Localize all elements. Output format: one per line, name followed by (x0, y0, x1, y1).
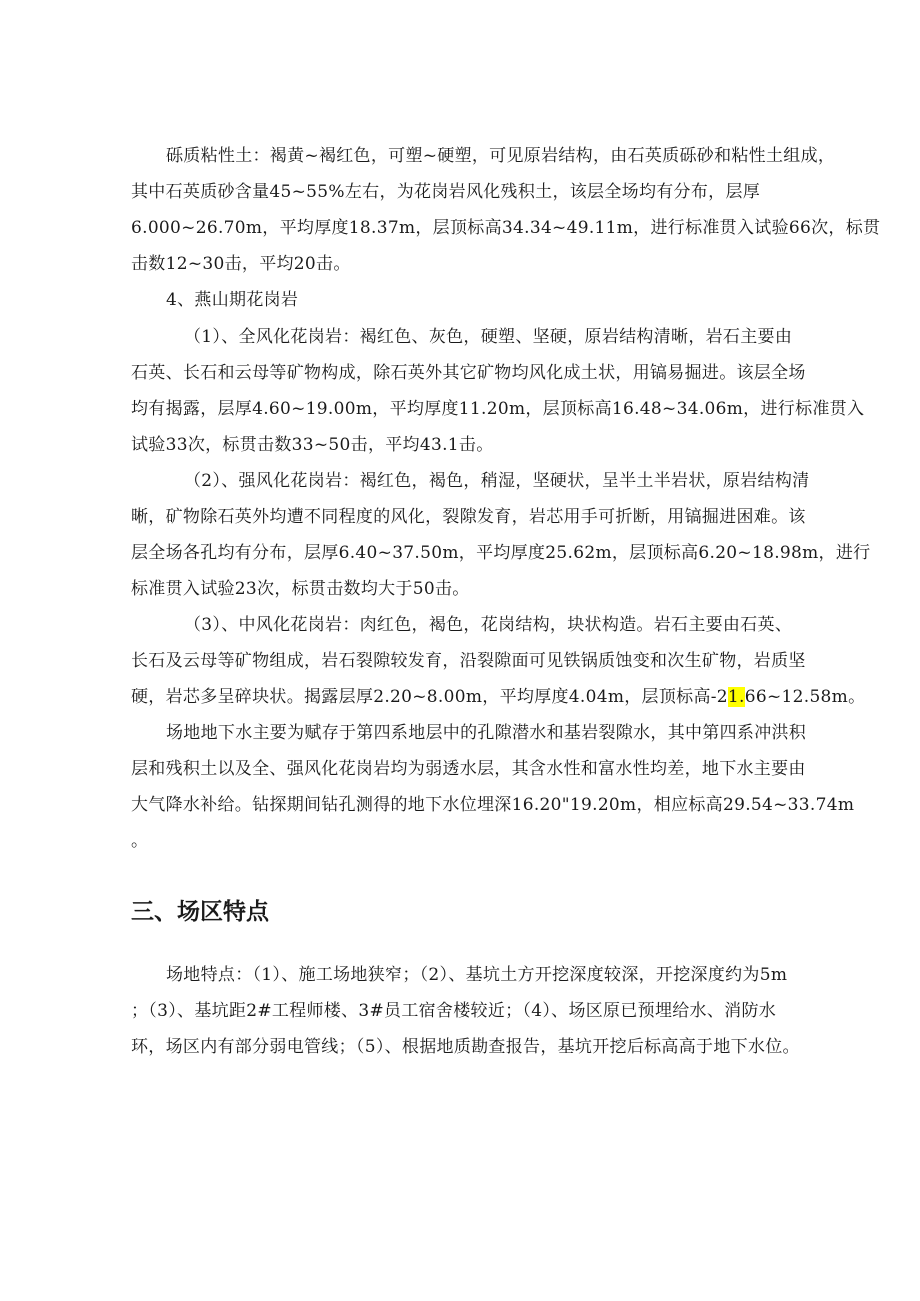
moderately-weathered-line-3 (131, 686, 865, 708)
fully-weathered-line-4: 试验33次，标贯击数33~50击，平均43.1击。 (131, 435, 494, 455)
site-features-line-2: ；（3）、基坑距2#工程师楼、3#员工宿舍楼较近；（4）、场区原已预埋给水、消防水 (131, 1001, 777, 1021)
silty-clay-line-2: 其中石英质砂含量45~55%左右，为花岗岩风化残积土，该层全场均有分布，层厚 (131, 182, 761, 202)
moderately-weathered-line-2: 长石及云母等矿物组成，岩石裂隙较发育，沿裂隙面可见铁锅质蚀变和次生矿物，岩质坚 (131, 651, 806, 671)
highlighted-text: 1. (727, 687, 745, 707)
item-4-title: 4、燕山期花岗岩 (166, 290, 299, 310)
groundwater-line-4: 。 (131, 831, 149, 851)
fully-weathered-line-2: 石英、长石和云母等矿物构成，除石英外其它矿物均风化成土状，用镐易掘进。该层全场 (131, 363, 806, 383)
moderately-weathered-line-1: （3）、中风化花岗岩：肉红色，褐色，花岗结构，块状构造。岩石主要由石英、 (184, 615, 793, 635)
silty-clay-line-1: 砾质粘性土：褐黄~褐红色，可塑~硬塑，可见原岩结构，由石英质砾砂和粘性土组成， (166, 146, 836, 166)
groundwater-line-1: 场地地下水主要为赋存于第四系地层中的孔隙潜水和基岩裂隙水，其中第四系冲洪积 (166, 723, 807, 743)
strongly-weathered-line-1: （2）、强风化花岗岩：褐红色，褐色，稍湿，坚硬状，呈半土半岩状，原岩结构清 (184, 471, 810, 491)
strongly-weathered-line-3: 层全场各孔均有分布，层厚6.40~37.50m，平均厚度25.62m，层顶标高6.20~18.98m，进行 (131, 543, 871, 563)
site-features-line-1: 场地特点：（1）、施工场地狭窄；（2）、基坑土方开挖深度较深，开挖深度约为5m (166, 965, 788, 985)
groundwater-line-3: 大气降水补给。钻探期间钻孔测得的地下水位埋深16.20"19.20m，相应标高29.54~33.74m (131, 795, 855, 815)
site-features-line-3: 环，场区内有部分弱电管线；（5）、根据地质勘查报告，基坑开挖后标高高于地下水位。 (131, 1037, 800, 1057)
moderately-weathered-line-3-end: 66~12.58m。 (744, 687, 866, 707)
moderately-weathered-line-3-start: 硬，岩芯多呈碎块状。揭露层厚2.20~8.00m，平均厚度4.04m，层顶标高-2 (131, 687, 728, 707)
silty-clay-line-4: 击数12~30击，平均20击。 (131, 254, 351, 274)
fully-weathered-line-1: （1）、全风化花岗岩：褐红色、灰色，硬塑、坚硬，原岩结构清晰，岩石主要由 (184, 327, 793, 347)
groundwater-line-2: 层和残积土以及全、强风化花岗岩均为弱透水层，其含水性和富水性均差，地下水主要由 (131, 759, 806, 779)
fully-weathered-line-3: 均有揭露，层厚4.60~19.00m，平均厚度11.20m，层顶标高16.48~34.06m，进行标准贯入 (131, 399, 865, 419)
section-heading-site-features: 三、场区特点 (131, 899, 269, 925)
silty-clay-line-3: 6.000~26.70m，平均厚度18.37m，层顶标高34.34~49.11m，进行标准贯入试验66次，标贯 (131, 218, 881, 238)
strongly-weathered-line-4: 标准贯入试验23次，标贯击数均大于50击。 (131, 579, 470, 599)
strongly-weathered-line-2: 晰，矿物除石英外均遭不同程度的风化，裂隙发育，岩芯用手可折断，用镐掘进困难。该 (131, 507, 806, 527)
